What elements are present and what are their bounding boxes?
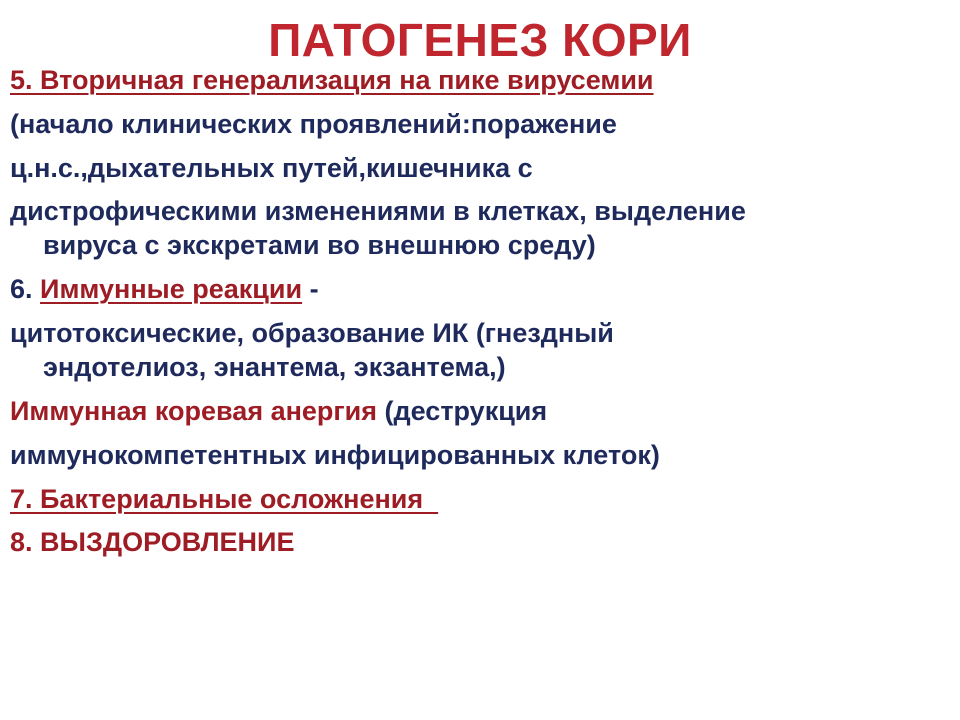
anergy-label: Иммунная коревая анергия — [10, 396, 378, 426]
item6-dash: - — [302, 274, 319, 304]
item6-number: 6. — [10, 274, 41, 304]
item6-heading: Иммунные реакции — [40, 274, 303, 304]
anergy-text-1: (деструкция — [377, 396, 548, 426]
item7-heading: 7. Бактериальные осложнения — [10, 484, 439, 514]
item6-heading-line — [10, 273, 319, 305]
item6-text-line-2: эндотелиоз, энантема, экзантема,) — [43, 352, 506, 382]
item5-text-line-3: дистрофическими изменениями в клетках, выделение — [10, 196, 746, 226]
slide-title: ПАТОГЕНЕЗ КОРИ — [268, 14, 692, 66]
item6-text-line-1: цитотоксические, образование ИК (гнездный — [10, 318, 614, 348]
item5-text-line-2: ц.н.с.,дыхательных путей,кишечника с — [10, 153, 533, 183]
item8-heading: 8. ВЫЗДОРОВЛЕНИЕ — [10, 527, 295, 557]
item5-text-line-4: вируса с экскретами во внешнюю среду) — [43, 230, 596, 260]
anergy-line-1 — [10, 395, 547, 427]
item5-text-line-1: (начало клинических проявлений:поражение — [10, 109, 617, 139]
anergy-line-2: иммунокомпетентных инфицированных клеток) — [10, 440, 660, 470]
item5-heading: 5. Вторичная генерализация на пике вирусемии — [10, 65, 654, 95]
item7-heading-line — [10, 483, 438, 515]
item5-heading-line — [10, 64, 654, 96]
